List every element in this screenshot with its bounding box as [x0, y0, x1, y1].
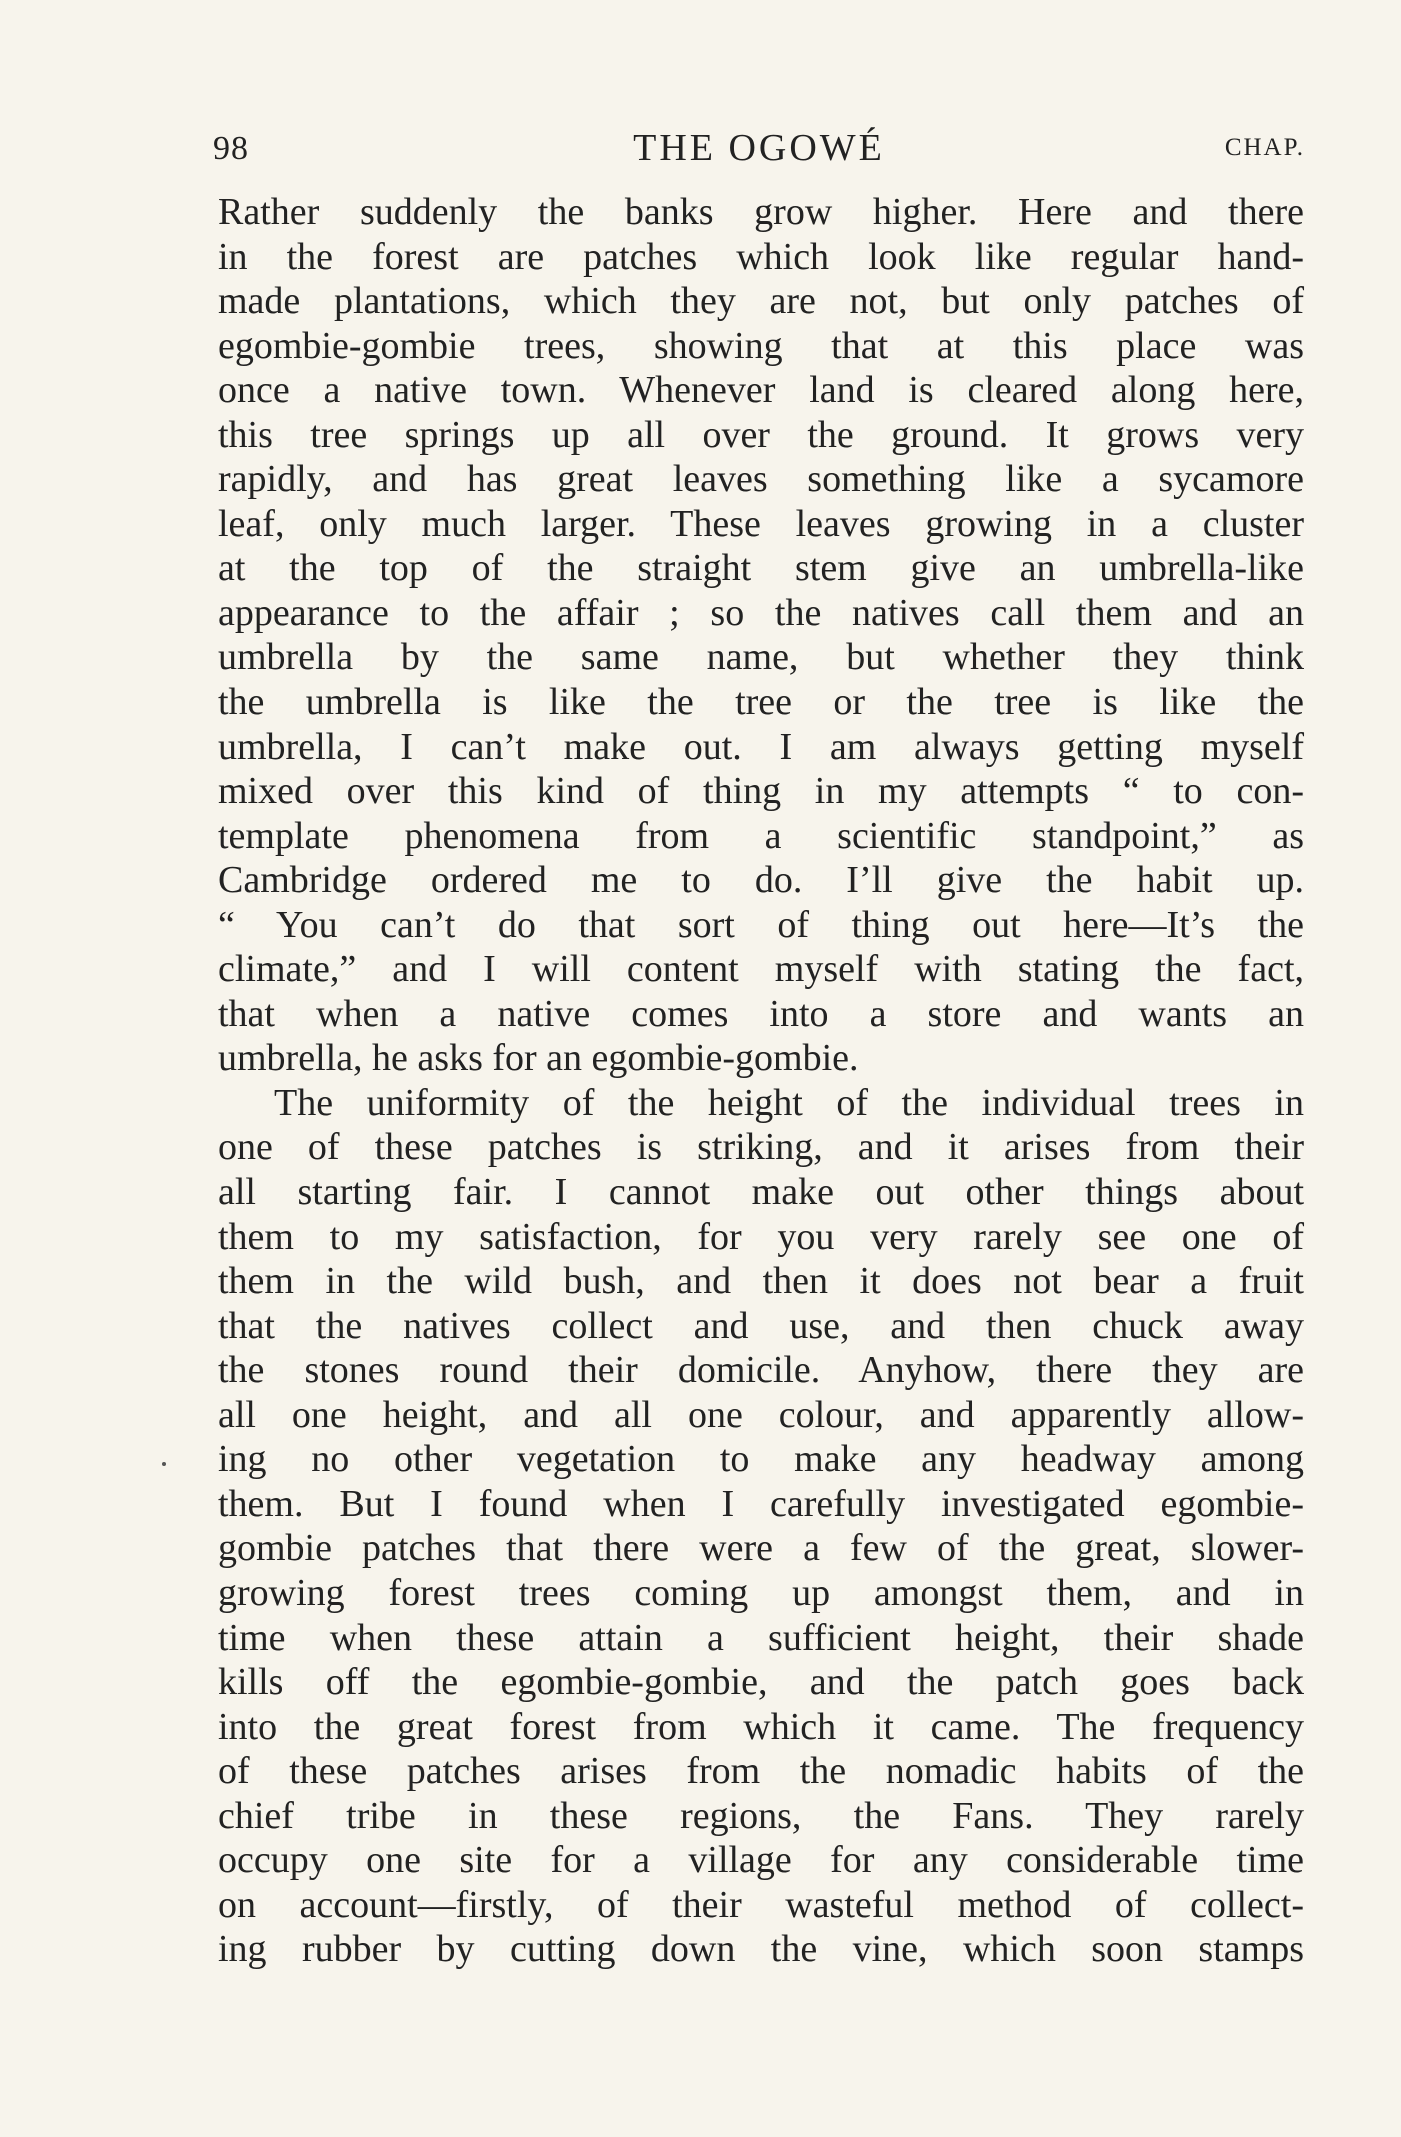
text-line: leaf, only much larger. These leaves growing in a cluster: [218, 502, 1304, 545]
text-line: growing forest trees coming up amongst them, and in: [218, 1571, 1304, 1614]
text-line: all one height, and all one colour, and apparently allow-: [218, 1393, 1304, 1436]
text-line: ing no other vegetation to make any headway among: [218, 1438, 1304, 1481]
text-line: chief tribe in these regions, the Fans. They rarely: [218, 1794, 1304, 1837]
text-line: one of these patches is striking, and it arises from their: [218, 1126, 1304, 1169]
text-line: once a native town. Whenever land is cleared along here,: [218, 369, 1304, 412]
text-line: rapidly, and has great leaves something like a sycamore: [218, 458, 1304, 501]
text-line: of these patches arises from the nomadic habits of the: [218, 1750, 1304, 1793]
text-line: “ You can’t do that sort of thing out here—It’s the: [218, 903, 1304, 946]
text-line: mixed over this kind of thing in my attempts “ to con-: [218, 770, 1304, 813]
body-text: [218, 190, 1304, 1972]
chapter-abbreviation: CHAP.: [1224, 134, 1305, 161]
text-line: gombie patches that there were a few of the great, slower-: [218, 1527, 1304, 1570]
paragraph-2: [218, 1081, 1304, 1972]
paragraph-1: [218, 190, 1304, 1081]
text-line: umbrella, he asks for an egombie-gombie.: [218, 1037, 859, 1080]
text-line: ing rubber by cutting down the vine, which soon stamps: [218, 1928, 1304, 1971]
text-line: them in the wild bush, and then it does not bear a fruit: [218, 1260, 1304, 1303]
text-line: time when these attain a sufficient height, their shade: [218, 1616, 1304, 1659]
text-line: climate,” and I will content myself with stating the fact,: [218, 948, 1304, 991]
running-title: THE OGOWÉ: [633, 127, 885, 169]
text-line: them to my satisfaction, for you very rarely see one of: [218, 1215, 1304, 1258]
text-line: made plantations, which they are not, but only patches of: [218, 280, 1304, 323]
margin-speck: [162, 1462, 166, 1466]
text-line: on account—firstly, of their wasteful method of collect-: [218, 1883, 1304, 1926]
text-line: egombie-gombie trees, showing that at this place was: [218, 324, 1304, 367]
text-line: this tree springs up all over the ground. It grows very: [218, 413, 1304, 456]
text-line: kills off the egombie-gombie, and the patch goes back: [218, 1661, 1304, 1704]
text-line: the umbrella is like the tree or the tree is like the: [218, 681, 1304, 724]
text-line: that the natives collect and use, and then chuck away: [218, 1304, 1304, 1347]
text-line: template phenomena from a scientific standpoint,” as: [218, 814, 1304, 857]
text-line: into the great forest from which it came. The frequency: [218, 1705, 1304, 1748]
text-line: at the top of the straight stem give an umbrella-like: [218, 547, 1304, 590]
text-line: them. But I found when I carefully investigated egombie-: [218, 1482, 1304, 1525]
text-line: all starting fair. I cannot make out other things about: [218, 1171, 1304, 1214]
running-header: [213, 118, 1305, 178]
text-line: that when a native comes into a store and wants an: [218, 992, 1304, 1035]
text-line: occupy one site for a village for any considerable time: [218, 1839, 1304, 1882]
text-line: Rather suddenly the banks grow higher. Here and there: [218, 191, 1304, 233]
text-line: umbrella by the same name, but whether they think: [218, 636, 1304, 679]
text-line: The uniformity of the height of the individual trees in: [274, 1081, 1304, 1124]
text-line: the stones round their domicile. Anyhow, there they are: [218, 1349, 1304, 1392]
text-line: in the forest are patches which look like regular hand-: [218, 235, 1304, 278]
page-number: 98: [213, 130, 249, 167]
text-line: appearance to the affair ; so the natives call them and an: [218, 591, 1304, 634]
text-line: umbrella, I can’t make out. I am always getting myself: [218, 725, 1304, 768]
text-line: Cambridge ordered me to do. I’ll give the habit up.: [218, 859, 1304, 902]
